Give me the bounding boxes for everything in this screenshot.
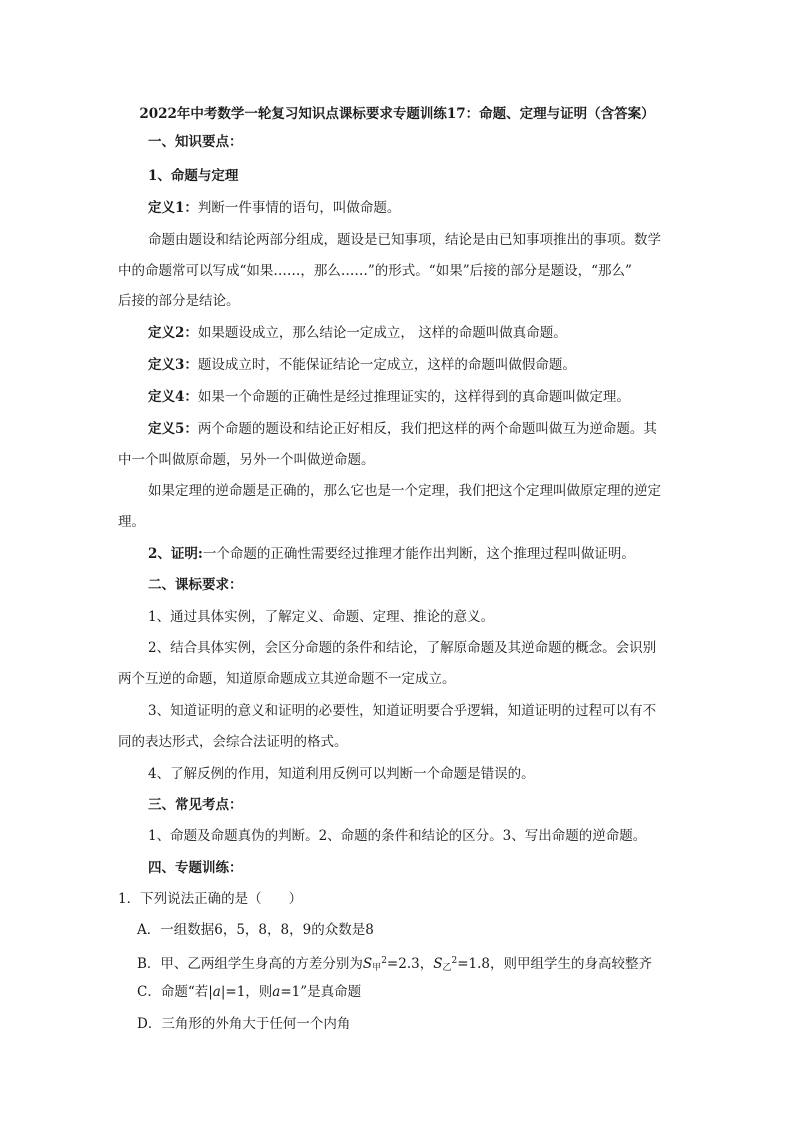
variance-symbol-a: S (362, 956, 373, 972)
definition-3-text: 题设成立时，不能保证结论一定成立，这样的命题叫做假命题。 (197, 357, 576, 373)
option-c-suffix: =1”是真命题 (280, 984, 362, 1000)
proof-text: 一个命题的正确性需要经过推理才能作出判断，这个推理过程叫做证明。 (202, 546, 635, 562)
option-c-mid: |=1，则 (220, 984, 273, 1000)
option-b (137, 951, 707, 978)
option-d: D．三角形的外角大于任何一个内角 (137, 1016, 351, 1032)
definition-4-label: 定义4： (148, 389, 198, 405)
definition-5-text: 两个命题的题设和结论正好相反，我们把这样的两个命题叫做互为逆命题。其 (197, 421, 657, 437)
requirement-3-line-1: 3、知道证明的意义和证明的必要性，知道证明要合乎逻辑，知道证明的过程可以有不 (148, 703, 657, 719)
variable-a-1: a (212, 984, 221, 1000)
requirement-1: 1、通过具体实例，了解定义、命题、定理、推论的意义。 (148, 609, 495, 625)
requirement-3-line-2: 同的表达形式，会综合法证明的格式。 (118, 734, 348, 750)
requirement-2-line-1: 2、结合具体实例，会区分命题的条件和结论，了解原命题及其逆命题的概念。会识别 (148, 640, 657, 656)
definition-5-label: 定义5： (148, 421, 198, 437)
definition-2-text: 如果题设成立，那么结论一定成立， 这样的命题叫做真命题。 (197, 325, 567, 341)
option-b-suffix: =1.8，则甲组学生的身高较整齐 (457, 956, 652, 972)
option-a: A．一组数据6，5，8，8，9的众数是8 (137, 922, 374, 938)
paragraph-1-line-3: 后接的部分是结论。 (118, 293, 240, 309)
variance-superscript-a: 2 (381, 956, 387, 966)
proof-definition (148, 544, 718, 564)
option-b-prefix: B．甲、乙两组学生身高的方差分别为 (137, 956, 363, 972)
paragraph-2-line-2: 理。 (118, 514, 145, 530)
definition-5-line-2: 中一个叫做原命题，另外一个叫做逆命题。 (118, 452, 375, 468)
option-c (137, 982, 707, 1002)
definition-4 (148, 387, 718, 407)
proof-label: 2、证明: (148, 546, 203, 562)
definition-1-text: 判断一件事情的语句，叫做命题。 (197, 200, 401, 216)
question-1: 1．下列说法正确的是（ ） (118, 891, 303, 907)
exam-points: 1、命题及命题真伪的判断。2、命题的条件和结论的区分。3、写出命题的逆命题。 (148, 828, 647, 844)
definition-2-label: 定义2： (148, 325, 198, 341)
requirement-2-line-2: 两个互逆的命题，知道原命题成立其逆命题不一定成立。 (118, 671, 456, 687)
requirement-4: 4、了解反例的作用，知道利用反例可以判断一个命题是错误的。 (148, 766, 535, 782)
option-b-mid: =2.3， (386, 956, 434, 972)
definition-5 (148, 419, 718, 439)
variance-subscript-a: 甲 (372, 963, 382, 973)
definition-2 (148, 323, 718, 343)
section-heading-2: 二、课标要求： (148, 577, 243, 593)
section-heading-4: 四、专题训练： (148, 860, 243, 876)
option-c-prefix: C．命题“若| (137, 984, 213, 1000)
paragraph-1-line-2: 中的命题常可以写成“如果……，那么……”的形式。“如果”后接的部分是题设，“那么” (118, 263, 632, 279)
definition-3-label: 定义3： (148, 357, 198, 373)
page-title: 2022年中考数学一轮复习知识点课标要求专题训练17：命题、定理与证明（含答案） (139, 106, 655, 122)
paragraph-1-line-1: 命题由题设和结论两部分组成，题设是已知事项，结论是由已知事项推出的事项。数学 (148, 232, 661, 248)
subheading-1: 1、命题与定理 (148, 168, 239, 184)
variance-subscript-b: 乙 (442, 963, 452, 973)
definition-1-label: 定义1： (148, 200, 198, 216)
variance-superscript-b: 2 (451, 956, 458, 966)
variance-symbol-b: S (433, 956, 443, 972)
definition-4-text: 如果一个命题的正确性是经过推理证实的，这样得到的真命题叫做定理。 (197, 389, 630, 405)
variable-a-2: a (272, 984, 281, 1000)
definition-3 (148, 355, 718, 375)
definition-1 (148, 198, 718, 218)
paragraph-2-line-1: 如果定理的逆命题是正确的，那么它也是一个定理，我们把这个定理叫做原定理的逆定 (148, 483, 661, 499)
section-heading-3: 三、常见考点： (148, 797, 243, 813)
section-heading-1: 一、知识要点： (148, 134, 243, 150)
